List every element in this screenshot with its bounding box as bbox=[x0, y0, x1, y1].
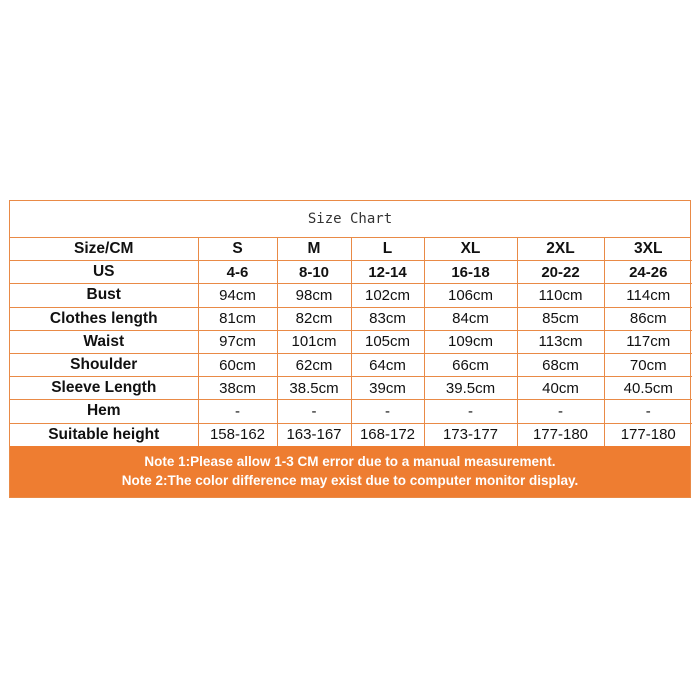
chart-title: Size Chart bbox=[10, 201, 690, 238]
header-size-3xl: 3XL bbox=[604, 238, 692, 261]
table-cell: 83cm bbox=[351, 307, 424, 330]
table-cell: 101cm bbox=[277, 330, 351, 353]
table-row-bust bbox=[10, 284, 692, 307]
table-cell: 62cm bbox=[277, 353, 351, 376]
header-size-l: L bbox=[351, 238, 424, 261]
row-label: Waist bbox=[10, 330, 198, 353]
table-cell: 39.5cm bbox=[424, 377, 517, 400]
table-cell: 40.5cm bbox=[604, 377, 692, 400]
table-cell: - bbox=[277, 400, 351, 423]
table-cell: 4-6 bbox=[198, 261, 277, 284]
row-label: Shoulder bbox=[10, 353, 198, 376]
row-label: Bust bbox=[10, 284, 198, 307]
table-cell: 168-172 bbox=[351, 423, 424, 446]
table-cell: 85cm bbox=[517, 307, 604, 330]
table-cell: - bbox=[517, 400, 604, 423]
table-cell: 38.5cm bbox=[277, 377, 351, 400]
table-cell: 114cm bbox=[604, 284, 692, 307]
table-cell: 86cm bbox=[604, 307, 692, 330]
table-cell: 98cm bbox=[277, 284, 351, 307]
table-cell: - bbox=[351, 400, 424, 423]
header-label-cell: Size/CM bbox=[10, 238, 198, 261]
row-label: Hem bbox=[10, 400, 198, 423]
table-cell: 105cm bbox=[351, 330, 424, 353]
table-row-clothes-length bbox=[10, 307, 692, 330]
header-size-2xl: 2XL bbox=[517, 238, 604, 261]
header-size-s: S bbox=[198, 238, 277, 261]
table-row-hem bbox=[10, 400, 692, 423]
table-cell: 60cm bbox=[198, 353, 277, 376]
table-cell: 117cm bbox=[604, 330, 692, 353]
row-label: Sleeve Length bbox=[10, 377, 198, 400]
table-cell: 173-177 bbox=[424, 423, 517, 446]
table-cell: 106cm bbox=[424, 284, 517, 307]
table-cell: 64cm bbox=[351, 353, 424, 376]
note-1: Note 1:Please allow 1-3 CM error due to a manual measurement. bbox=[144, 453, 556, 469]
table-cell: 20-22 bbox=[517, 261, 604, 284]
row-label: US bbox=[10, 261, 198, 284]
size-chart bbox=[9, 200, 691, 498]
table-cell: 110cm bbox=[517, 284, 604, 307]
table-cell: 109cm bbox=[424, 330, 517, 353]
table-header-row bbox=[10, 238, 692, 261]
table-cell: 66cm bbox=[424, 353, 517, 376]
table-cell: 94cm bbox=[198, 284, 277, 307]
table-row-waist bbox=[10, 330, 692, 353]
table-cell: 70cm bbox=[604, 353, 692, 376]
row-label: Clothes length bbox=[10, 307, 198, 330]
table-cell: 40cm bbox=[517, 377, 604, 400]
table-cell: 177-180 bbox=[517, 423, 604, 446]
table-cell: 82cm bbox=[277, 307, 351, 330]
table-cell: 102cm bbox=[351, 284, 424, 307]
table-row-shoulder bbox=[10, 353, 692, 376]
header-size-xl: XL bbox=[424, 238, 517, 261]
table-row-sleeve-length bbox=[10, 377, 692, 400]
table-cell: 177-180 bbox=[620, 426, 676, 444]
table-cell: 84cm bbox=[424, 307, 517, 330]
table-cell: - bbox=[604, 400, 692, 423]
table-cell: 163-167 bbox=[277, 423, 351, 446]
table-cell: 81cm bbox=[198, 307, 277, 330]
size-table bbox=[10, 238, 692, 446]
notes-banner bbox=[10, 446, 690, 497]
table-cell: 8-10 bbox=[277, 261, 351, 284]
table-cell: - bbox=[424, 400, 517, 423]
table-cell: 39cm bbox=[351, 377, 424, 400]
table-cell: - bbox=[198, 400, 277, 423]
table-cell: 38cm bbox=[198, 377, 277, 400]
row-label: Suitable height bbox=[10, 423, 198, 446]
table-cell: 68cm bbox=[517, 353, 604, 376]
table-cell: 12-14 bbox=[351, 261, 424, 284]
table-cell: 16-18 bbox=[424, 261, 517, 284]
table-cell: 158-162 bbox=[198, 423, 277, 446]
note-2: Note 2:The color difference may exist due to computer monitor display. bbox=[121, 472, 579, 488]
table-cell: 113cm bbox=[517, 330, 604, 353]
table-row-suitable-height bbox=[10, 423, 692, 446]
table-cell: 97cm bbox=[198, 330, 277, 353]
table-cell: 24-26 bbox=[604, 261, 692, 284]
table-row-us bbox=[10, 261, 692, 284]
header-size-m: M bbox=[277, 238, 351, 261]
